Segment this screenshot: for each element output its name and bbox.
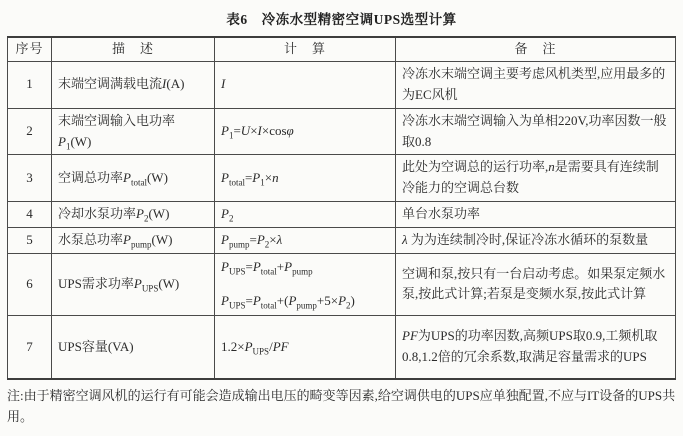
cell-desc: 冷却水泵功率$P_2(W)$ [52,201,215,227]
table-title: 表6 冷冻水型精密空调UPS选型计算 [226,12,457,27]
column-header-desc: 描 述 [52,37,215,61]
column-header-remark: 备 注 [396,37,676,61]
ups-selection-table [7,36,676,380]
table-row [8,108,676,155]
cell-remark: 冷冻水末端空调主要考虑风机类型,应用最多的为EC风机 [396,61,676,108]
table-row [8,253,676,315]
cell-remark: 空调和泵,按只有一台启动考虑。如果泵定频水泵,按此式计算;若泵是变频水泵,按此式计算 [396,253,676,315]
cell-no: 1 [8,61,52,108]
cell-calc [215,201,396,227]
formula: $1.2\times P_{UPS}/PF$ [221,338,289,357]
footnote: 注:由于精密空调风机的运行有可能会造成输出电压的畸变等因素,给空调供电的UPS应单独配置,不应与IT设备的UPS共用。 [7,388,676,424]
cell-no: 5 [8,227,52,253]
cell-no: 6 [8,253,52,315]
cell-desc: 末端空调输入电功率$P_1(W)$ [52,108,215,155]
cell-desc: UPS容量(VA) [52,315,215,379]
cell-desc: 空调总功率$P_{total}(W)$ [52,155,215,202]
cell-calc [215,108,396,155]
cell-no: 4 [8,201,52,227]
cell-calc [215,253,396,315]
formula: $P_{total}=P_1\times n$ [221,169,279,188]
table-row [8,155,676,202]
cell-desc: 水泵总功率$P_{pump}(W)$ [52,227,215,253]
cell-calc [215,61,396,108]
table-row [8,315,676,379]
formula: $P_{UPS}=P_{total}+(P_{pump}+5\times P_2)$ [221,292,355,311]
cell-no: 7 [8,315,52,379]
table-row [8,61,676,108]
column-header-no: 序号 [8,37,52,61]
cell-desc: UPS需求功率$P_{UPS}(W)$ [52,253,215,315]
formula: I [221,76,226,92]
formula: $P_{pump}=P_2\times\lambda$ [221,232,283,250]
cell-no: 2 [8,108,52,155]
cell-calc [215,155,396,202]
cell-remark: 冷冻水末端空调输入为单相220V,功率因数一般取0.8 [396,108,676,155]
cell-remark: 此处为空调总的运行功率,n是需要具有连续制冷能力的空调总台数 [396,155,676,202]
table-row [8,227,676,253]
formula: $P_{UPS}=P_{total}+P_{pump}$ [221,259,313,277]
formula: $P_1=U\times I\times\cos\varphi$ [221,123,294,141]
formula: $P_2$ [221,206,234,224]
header-row [8,37,676,61]
cell-calc [215,227,396,253]
cell-desc: 末端空调满载电流I(A) [52,61,215,108]
cell-remark: λ 为为连续制冷时,保证冷冻水循环的泵数量 [396,227,676,253]
cell-no: 3 [8,155,52,202]
cell-calc [215,315,396,379]
cell-remark: PF为UPS的功率因数,高频UPS取0.9,工频机取0.8,1.2倍的冗余系数,取满足容量需求的UPS [396,315,676,379]
table-row [8,201,676,227]
column-header-calc: 计 算 [215,37,396,61]
cell-remark: 单台水泵功率 [396,201,676,227]
